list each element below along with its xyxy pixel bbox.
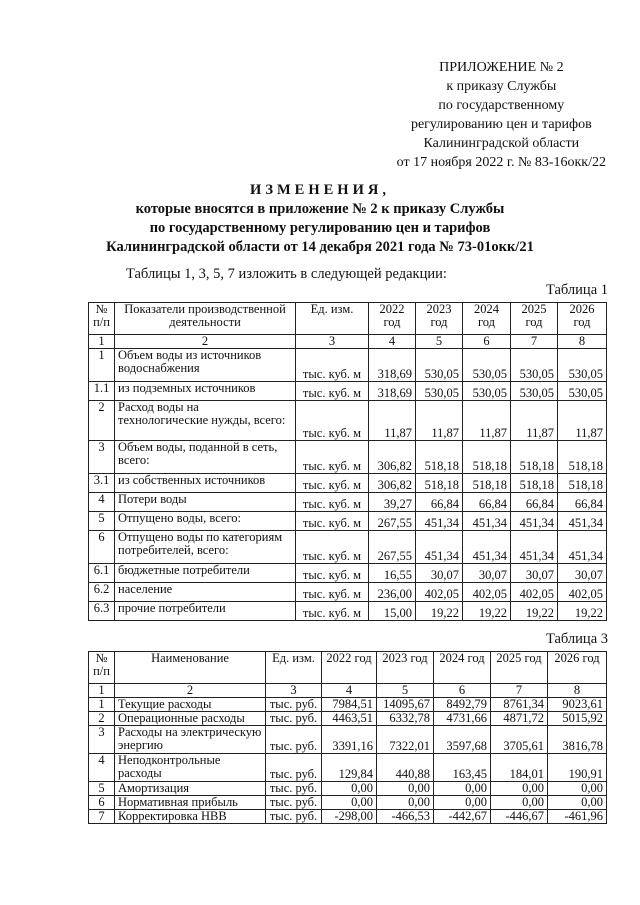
row-value: 0,00	[491, 796, 548, 810]
row-value: 402,05	[558, 583, 607, 602]
table3-caption: Таблица 3	[545, 631, 608, 647]
table-row	[89, 474, 607, 493]
header-year: 2026 год	[558, 303, 607, 335]
row-value: 11,87	[558, 401, 607, 441]
row-value: 402,05	[416, 583, 463, 602]
row-value: 11,87	[463, 401, 511, 441]
row-value: 306,82	[369, 441, 416, 474]
row-value: 451,34	[558, 531, 607, 564]
row-number: 6.1	[89, 564, 115, 583]
appendix-line: по государственному	[438, 98, 565, 113]
row-value: 4731,66	[434, 712, 491, 726]
heading-line: которые вносятся в приложение № 2 к приказу Службы	[135, 201, 505, 217]
row-value: -466,53	[377, 810, 434, 824]
row-value: 19,22	[511, 602, 558, 621]
row-value: 0,00	[491, 782, 548, 796]
row-number: 2	[89, 712, 115, 726]
intro-text: Таблицы 1, 3, 5, 7 изложить в следующей редакции:	[126, 266, 447, 282]
row-value: -298,00	[322, 810, 377, 824]
table-row	[89, 531, 607, 564]
row-value: 0,00	[434, 796, 491, 810]
table1-caption: Таблица 1	[545, 282, 608, 298]
row-value: 7984,51	[322, 698, 377, 712]
row-value: 0,00	[377, 782, 434, 796]
row-value: 451,34	[416, 512, 463, 531]
appendix-line: Калининградской области	[423, 136, 580, 151]
column-number: 3	[266, 684, 322, 698]
row-unit: тыс. куб. м	[296, 531, 369, 564]
row-number: 3.1	[89, 474, 115, 493]
row-value: 129,84	[322, 754, 377, 782]
row-value: 30,07	[416, 564, 463, 583]
column-number: 2	[115, 335, 296, 349]
table-row	[89, 712, 607, 726]
row-name: Объем воды, поданной в сеть, всего:	[115, 441, 296, 474]
row-value: 530,05	[511, 349, 558, 382]
column-number: 1	[89, 335, 115, 349]
row-unit: тыс. руб.	[266, 754, 322, 782]
table-row	[89, 782, 607, 796]
table-row	[89, 382, 607, 401]
row-number: 5	[89, 782, 115, 796]
table-row	[89, 754, 607, 782]
row-unit: тыс. куб. м	[296, 382, 369, 401]
row-value: 66,84	[416, 493, 463, 512]
row-value: 19,22	[416, 602, 463, 621]
table-row	[89, 796, 607, 810]
row-value: 530,05	[511, 382, 558, 401]
table-row	[89, 349, 607, 382]
row-number: 2	[89, 401, 115, 441]
row-number: 6	[89, 796, 115, 810]
heading-line: по государственному регулированию цен и тарифов	[149, 220, 491, 236]
appendix-line: регулированию цен и тарифов	[410, 117, 592, 132]
row-value: 4871,72	[491, 712, 548, 726]
row-value: 518,18	[416, 441, 463, 474]
row-value: 530,05	[416, 349, 463, 382]
header-num: № п/п	[89, 652, 115, 684]
header-name: Наименование	[115, 652, 266, 684]
row-name: Текущие расходы	[115, 698, 266, 712]
row-value: 0,00	[322, 782, 377, 796]
row-number: 7	[89, 810, 115, 824]
row-value: 451,34	[463, 531, 511, 564]
row-number: 6.2	[89, 583, 115, 602]
row-name: бюджетные потребители	[115, 564, 296, 583]
row-name: Неподконтрольные расходы	[115, 754, 266, 782]
row-value: 236,00	[369, 583, 416, 602]
row-value: 518,18	[511, 441, 558, 474]
column-number: 7	[511, 335, 558, 349]
row-value: 451,34	[511, 531, 558, 564]
table-row	[89, 583, 607, 602]
row-value: 3597,68	[434, 726, 491, 754]
column-number: 4	[322, 684, 377, 698]
heading-line: Калининградской области от 14 декабря 2021 года № 73-01окк/21	[106, 239, 534, 255]
table3	[88, 651, 607, 824]
row-name: из собственных источников	[115, 474, 296, 493]
row-value: 4463,51	[322, 712, 377, 726]
row-value: 0,00	[434, 782, 491, 796]
table-row	[89, 602, 607, 621]
column-number: 7	[491, 684, 548, 698]
table1	[88, 302, 607, 621]
header-year: 2026 год	[548, 652, 607, 684]
row-value: 518,18	[416, 474, 463, 493]
row-name: Объем воды из источников водоснабжения	[115, 349, 296, 382]
row-unit: тыс. куб. м	[296, 493, 369, 512]
header-year: 2022 год	[369, 303, 416, 335]
row-value: 163,45	[434, 754, 491, 782]
row-name: Операционные расходы	[115, 712, 266, 726]
row-name: Потери воды	[115, 493, 296, 512]
column-number: 8	[548, 684, 607, 698]
row-unit: тыс. руб.	[266, 726, 322, 754]
column-number: 5	[377, 684, 434, 698]
row-value: 530,05	[463, 382, 511, 401]
row-number: 3	[89, 441, 115, 474]
row-value: 402,05	[463, 583, 511, 602]
table-row	[89, 810, 607, 824]
column-number: 3	[296, 335, 369, 349]
row-name: Нормативная прибыль	[115, 796, 266, 810]
row-value: 318,69	[369, 349, 416, 382]
appendix-line: ПРИЛОЖЕНИЕ № 2	[439, 60, 564, 75]
row-value: 30,07	[558, 564, 607, 583]
row-value: 9023,61	[548, 698, 607, 712]
row-unit: тыс. руб.	[266, 712, 322, 726]
row-value: 66,84	[463, 493, 511, 512]
row-value: 440,88	[377, 754, 434, 782]
row-number: 5	[89, 512, 115, 531]
row-value: 267,55	[369, 512, 416, 531]
row-value: 402,05	[511, 583, 558, 602]
column-number: 1	[89, 684, 115, 698]
row-unit: тыс. руб.	[266, 810, 322, 824]
row-value: 7322,01	[377, 726, 434, 754]
row-unit: тыс. куб. м	[296, 583, 369, 602]
column-number: 8	[558, 335, 607, 349]
header-year: 2025 год	[511, 303, 558, 335]
row-unit: тыс. куб. м	[296, 474, 369, 493]
header-year: 2024 год	[463, 303, 511, 335]
row-unit: тыс. руб.	[266, 796, 322, 810]
column-number: 5	[416, 335, 463, 349]
row-name: Расходы на электрическую энергию	[115, 726, 266, 754]
row-value: 3705,61	[491, 726, 548, 754]
column-number: 2	[115, 684, 266, 698]
row-name: из подземных источников	[115, 382, 296, 401]
row-name: Расход воды на технологические нужды, всего:	[115, 401, 296, 441]
row-value: 8492,79	[434, 698, 491, 712]
header-unit: Ед. изм.	[296, 303, 369, 335]
row-number: 6.3	[89, 602, 115, 621]
header-name: Показатели производственной деятельности	[115, 303, 296, 335]
row-value: 518,18	[463, 441, 511, 474]
row-value: 518,18	[463, 474, 511, 493]
row-unit: тыс. куб. м	[296, 441, 369, 474]
row-value: 11,87	[416, 401, 463, 441]
row-number: 1	[89, 349, 115, 382]
table-row	[89, 401, 607, 441]
row-value: 3391,16	[322, 726, 377, 754]
row-value: 0,00	[548, 796, 607, 810]
row-unit: тыс. куб. м	[296, 512, 369, 531]
row-value: 0,00	[377, 796, 434, 810]
row-name: Амортизация	[115, 782, 266, 796]
document-heading	[0, 181, 640, 257]
row-number: 4	[89, 754, 115, 782]
row-value: 11,87	[369, 401, 416, 441]
row-number: 4	[89, 493, 115, 512]
row-value: 39,27	[369, 493, 416, 512]
appendix-line: к приказу Службы	[446, 79, 557, 94]
row-value: 66,84	[511, 493, 558, 512]
row-value: 3816,78	[548, 726, 607, 754]
row-number: 1.1	[89, 382, 115, 401]
row-name: Отпущено воды по категориям потребителей, всего:	[115, 531, 296, 564]
row-value: -442,67	[434, 810, 491, 824]
row-value: 30,07	[463, 564, 511, 583]
row-value: 530,05	[463, 349, 511, 382]
row-value: 19,22	[558, 602, 607, 621]
row-value: 530,05	[558, 382, 607, 401]
table-row	[89, 564, 607, 583]
row-value: 30,07	[511, 564, 558, 583]
table-row	[89, 493, 607, 512]
row-value: 318,69	[369, 382, 416, 401]
row-value: 15,00	[369, 602, 416, 621]
row-value: 451,34	[558, 512, 607, 531]
row-name: население	[115, 583, 296, 602]
document-title: ИЗМЕНЕНИЯ,	[250, 182, 390, 198]
table-row	[89, 726, 607, 754]
row-value: 19,22	[463, 602, 511, 621]
appendix-line: от 17 ноября 2022 г. № 83-16окк/22	[396, 155, 606, 170]
row-value: 66,84	[558, 493, 607, 512]
row-name: Корректировка НВВ	[115, 810, 266, 824]
row-value: 451,34	[463, 512, 511, 531]
row-value: 530,05	[416, 382, 463, 401]
row-unit: тыс. куб. м	[296, 564, 369, 583]
row-value: 6332,78	[377, 712, 434, 726]
row-value: 184,01	[491, 754, 548, 782]
column-number: 6	[463, 335, 511, 349]
header-unit: Ед. изм.	[266, 652, 322, 684]
row-number: 6	[89, 531, 115, 564]
row-number: 1	[89, 698, 115, 712]
row-unit: тыс. куб. м	[296, 349, 369, 382]
header-year: 2023 год	[416, 303, 463, 335]
row-value: 8761,34	[491, 698, 548, 712]
row-value: 518,18	[558, 474, 607, 493]
row-value: -461,96	[548, 810, 607, 824]
row-unit: тыс. руб.	[266, 782, 322, 796]
row-unit: тыс. руб.	[266, 698, 322, 712]
table-row	[89, 698, 607, 712]
appendix-block	[397, 58, 606, 172]
header-year: 2023 год	[377, 652, 434, 684]
column-number: 4	[369, 335, 416, 349]
row-value: 0,00	[548, 782, 607, 796]
row-name: прочие потребители	[115, 602, 296, 621]
header-year: 2025 год	[491, 652, 548, 684]
row-value: 190,91	[548, 754, 607, 782]
row-value: 530,05	[558, 349, 607, 382]
row-number: 3	[89, 726, 115, 754]
row-unit: тыс. куб. м	[296, 602, 369, 621]
row-value: 267,55	[369, 531, 416, 564]
table-row	[89, 441, 607, 474]
row-value: 16,55	[369, 564, 416, 583]
row-unit: тыс. куб. м	[296, 401, 369, 441]
column-number: 6	[434, 684, 491, 698]
row-value: 518,18	[511, 474, 558, 493]
row-value: 11,87	[511, 401, 558, 441]
row-value: 0,00	[322, 796, 377, 810]
table-row	[89, 512, 607, 531]
row-value: 5015,92	[548, 712, 607, 726]
row-value: 14095,67	[377, 698, 434, 712]
row-value: 306,82	[369, 474, 416, 493]
header-year: 2022 год	[322, 652, 377, 684]
header-year: 2024 год	[434, 652, 491, 684]
header-num: № п/п	[89, 303, 115, 335]
row-value: 451,34	[416, 531, 463, 564]
row-value: 518,18	[558, 441, 607, 474]
row-value: -446,67	[491, 810, 548, 824]
row-name: Отпущено воды, всего:	[115, 512, 296, 531]
row-value: 451,34	[511, 512, 558, 531]
